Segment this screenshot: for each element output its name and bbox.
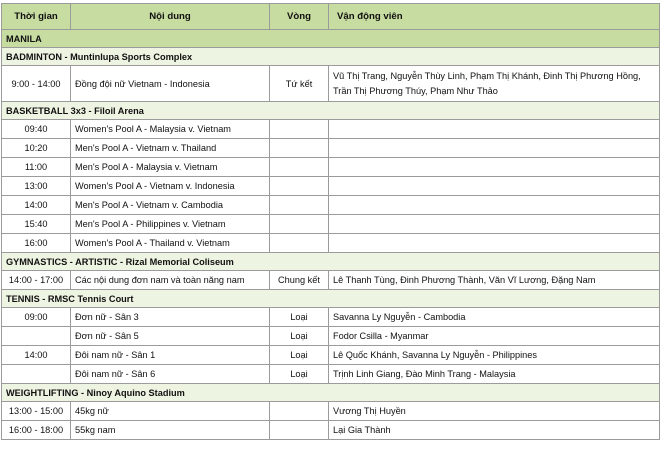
round-cell: Chung kết bbox=[270, 271, 329, 290]
round-cell bbox=[270, 196, 329, 215]
venue-label: GYMNASTICS - ARTISTIC - Rizal Memorial Coliseum bbox=[2, 253, 660, 271]
venue-label: TENNIS - RMSC Tennis Court bbox=[2, 290, 660, 308]
table-row bbox=[2, 120, 660, 139]
athletes-cell: Fodor Csilla - Myanmar bbox=[329, 327, 660, 346]
athletes-cell bbox=[329, 177, 660, 196]
round-cell bbox=[270, 139, 329, 158]
time-cell: 13:00 - 15:00 bbox=[2, 402, 71, 421]
round-cell bbox=[270, 234, 329, 253]
content-cell: Women's Pool A - Malaysia v. Vietnam bbox=[71, 120, 270, 139]
content-cell: Women's Pool A - Vietnam v. Indonesia bbox=[71, 177, 270, 196]
time-cell: 09:00 bbox=[2, 308, 71, 327]
content-cell: 45kg nữ bbox=[71, 402, 270, 421]
table-row bbox=[2, 177, 660, 196]
round-cell: Loại bbox=[270, 308, 329, 327]
city-row bbox=[2, 30, 660, 48]
table-row bbox=[2, 66, 660, 102]
content-cell: Men's Pool A - Malaysia v. Vietnam bbox=[71, 158, 270, 177]
content-cell: Women's Pool A - Thailand v. Vietnam bbox=[71, 234, 270, 253]
time-cell: 14:00 bbox=[2, 346, 71, 365]
time-cell: 13:00 bbox=[2, 177, 71, 196]
athletes-cell bbox=[329, 234, 660, 253]
round-cell bbox=[270, 177, 329, 196]
content-cell: Men's Pool A - Vietnam v. Thailand bbox=[71, 139, 270, 158]
city-label: MANILA bbox=[2, 30, 660, 48]
header-row bbox=[2, 4, 660, 30]
time-cell: 15:40 bbox=[2, 215, 71, 234]
content-cell: Đồng đội nữ Vietnam - Indonesia bbox=[71, 66, 270, 102]
time-cell: 14:00 - 17:00 bbox=[2, 271, 71, 290]
athletes-cell bbox=[329, 158, 660, 177]
table-row bbox=[2, 365, 660, 384]
content-cell: Men's Pool A - Philippines v. Vietnam bbox=[71, 215, 270, 234]
header-time: Thời gian bbox=[2, 4, 71, 30]
athletes-cell bbox=[329, 215, 660, 234]
content-cell: Men's Pool A - Vietnam v. Cambodia bbox=[71, 196, 270, 215]
table-row bbox=[2, 402, 660, 421]
round-cell: Loại bbox=[270, 327, 329, 346]
athletes-cell: Savanna Ly Nguyễn - Cambodia bbox=[329, 308, 660, 327]
content-cell: Đơn nữ - Sân 5 bbox=[71, 327, 270, 346]
time-cell: 9:00 - 14:00 bbox=[2, 66, 71, 102]
round-cell bbox=[270, 402, 329, 421]
round-cell bbox=[270, 158, 329, 177]
content-cell: Đôi nam nữ - Sân 6 bbox=[71, 365, 270, 384]
round-cell bbox=[270, 120, 329, 139]
content-cell: Các nội dung đơn nam và toàn năng nam bbox=[71, 271, 270, 290]
athletes-cell bbox=[329, 196, 660, 215]
table-row bbox=[2, 271, 660, 290]
venue-row bbox=[2, 48, 660, 66]
schedule-table bbox=[1, 3, 660, 440]
content-cell: Đơn nữ - Sân 3 bbox=[71, 308, 270, 327]
content-cell: Đôi nam nữ - Sân 1 bbox=[71, 346, 270, 365]
table-row bbox=[2, 346, 660, 365]
round-cell: Loại bbox=[270, 346, 329, 365]
time-cell: 09:40 bbox=[2, 120, 71, 139]
time-cell: 11:00 bbox=[2, 158, 71, 177]
table-row bbox=[2, 234, 660, 253]
time-cell: 10:20 bbox=[2, 139, 71, 158]
header-content: Nội dung bbox=[71, 4, 270, 30]
athletes-cell: Lê Thanh Tùng, Đinh Phương Thành, Văn Vĩ Lương, Đặng Nam bbox=[329, 271, 660, 290]
header-round: Vòng bbox=[270, 4, 329, 30]
time-cell bbox=[2, 327, 71, 346]
athletes-cell bbox=[329, 139, 660, 158]
athletes-cell: Lê Quốc Khánh, Savanna Ly Nguyễn - Philippines bbox=[329, 346, 660, 365]
venue-label: BADMINTON - Muntinlupa Sports Complex bbox=[2, 48, 660, 66]
athletes-cell: Vương Thị Huyền bbox=[329, 402, 660, 421]
table-row bbox=[2, 158, 660, 177]
table-row bbox=[2, 327, 660, 346]
venue-label: WEIGHTLIFTING - Ninoy Aquino Stadium bbox=[2, 384, 660, 402]
header-athletes: Vận động viên bbox=[329, 4, 660, 30]
table-row bbox=[2, 421, 660, 440]
athletes-cell: Vũ Thị Trang, Nguyễn Thùy Linh, Phạm Thị Khánh, Đinh Thị Phương Hồng, Trần Thị Phương Thúy, Phạm Như Thảo bbox=[329, 66, 660, 102]
table-row bbox=[2, 308, 660, 327]
round-cell bbox=[270, 215, 329, 234]
round-cell: Loại bbox=[270, 365, 329, 384]
time-cell: 16:00 bbox=[2, 234, 71, 253]
content-cell: 55kg nam bbox=[71, 421, 270, 440]
table-row bbox=[2, 139, 660, 158]
athletes-cell bbox=[329, 120, 660, 139]
venue-row bbox=[2, 253, 660, 271]
venue-row bbox=[2, 102, 660, 120]
athletes-cell: Lại Gia Thành bbox=[329, 421, 660, 440]
round-cell: Tứ kết bbox=[270, 66, 329, 102]
table-row bbox=[2, 196, 660, 215]
venue-row bbox=[2, 384, 660, 402]
table-row bbox=[2, 215, 660, 234]
round-cell bbox=[270, 421, 329, 440]
time-cell: 16:00 - 18:00 bbox=[2, 421, 71, 440]
time-cell: 14:00 bbox=[2, 196, 71, 215]
venue-label: BASKETBALL 3x3 - Filoil Arena bbox=[2, 102, 660, 120]
venue-row bbox=[2, 290, 660, 308]
athletes-cell: Trịnh Linh Giang, Đào Minh Trang - Malaysia bbox=[329, 365, 660, 384]
time-cell bbox=[2, 365, 71, 384]
